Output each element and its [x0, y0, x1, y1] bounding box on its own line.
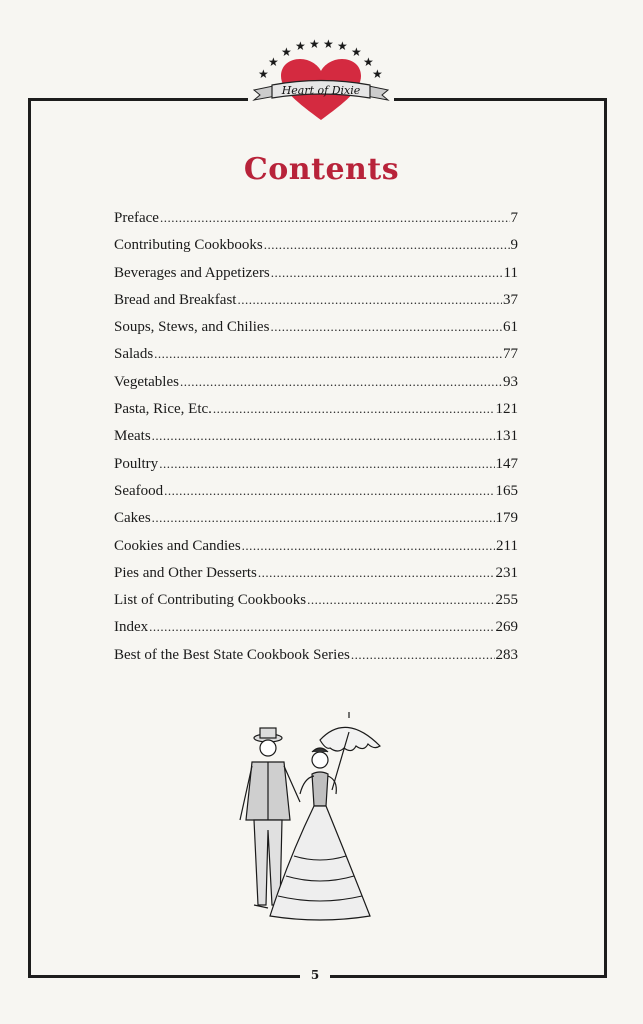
toc-entry — [114, 613, 518, 640]
toc-entry-page: 283 — [495, 646, 518, 663]
toc-entry — [114, 204, 518, 231]
toc-entry-label: Best of the Best State Cookbook Series — [114, 646, 350, 663]
couple-with-parasol-illustration — [228, 710, 388, 924]
table-of-contents — [114, 204, 518, 668]
toc-entry-page: 93 — [503, 373, 518, 390]
toc-entry — [114, 286, 518, 313]
toc-entry-page: 179 — [495, 510, 518, 527]
toc-entry — [114, 395, 518, 422]
toc-entry — [114, 504, 518, 531]
toc-entry-page: 77 — [503, 346, 518, 363]
heart-of-dixie-logo — [248, 38, 394, 124]
toc-entry-label: Cookies and Candies — [114, 537, 241, 554]
toc-entry-label: Salads — [114, 346, 154, 363]
toc-entry-label: Preface — [114, 210, 159, 226]
toc-entry-page: 269 — [495, 619, 518, 636]
svg-text:★: ★ — [281, 45, 292, 59]
toc-entry-label: Seafood — [114, 482, 164, 499]
toc-entry — [114, 340, 518, 367]
toc-entry — [114, 450, 518, 477]
toc-entry — [114, 641, 518, 668]
toc-dot-leader — [264, 231, 510, 258]
toc-dot-leader — [152, 422, 495, 449]
svg-text:★: ★ — [351, 45, 362, 59]
toc-entry-label: Vegetables — [114, 373, 179, 390]
toc-entry — [114, 259, 518, 286]
toc-entry-label: Cakes — [114, 510, 151, 527]
toc-entry-label: Bread and Breakfast — [114, 291, 237, 308]
toc-entry-page: 61 — [503, 319, 518, 336]
logo-text: Heart of Dixie — [281, 84, 361, 97]
toc-entry — [114, 313, 518, 340]
toc-entry-page: 37 — [503, 291, 518, 308]
svg-text:★: ★ — [372, 67, 383, 81]
toc-entry — [114, 586, 518, 613]
toc-dot-leader — [149, 613, 494, 640]
svg-text:★: ★ — [337, 39, 348, 53]
toc-entry-page: 11 — [503, 264, 518, 281]
toc-entry-label: Contributing Cookbooks — [114, 237, 263, 254]
svg-text:★: ★ — [295, 39, 306, 53]
svg-text:★: ★ — [258, 67, 269, 81]
toc-entry-page: 9 — [510, 237, 518, 254]
toc-dot-leader — [160, 204, 510, 231]
toc-entry-label: Beverages and Appetizers — [114, 264, 270, 281]
svg-text:★: ★ — [268, 55, 279, 69]
toc-dot-leader — [213, 395, 495, 422]
toc-dot-leader — [258, 559, 495, 586]
toc-dot-leader — [237, 286, 502, 313]
toc-dot-leader — [270, 313, 502, 340]
toc-entry-page: 231 — [495, 564, 518, 581]
toc-entry-label: Pies and Other Desserts — [114, 564, 257, 581]
page-title: Contents — [243, 152, 400, 187]
toc-entry — [114, 368, 518, 395]
toc-dot-leader — [152, 504, 495, 531]
toc-entry — [114, 477, 518, 504]
toc-entry-page: 7 — [510, 210, 518, 226]
toc-entry-label: Soups, Stews, and Chilies — [114, 319, 270, 336]
toc-entry-page: 255 — [495, 592, 518, 609]
toc-entry — [114, 231, 518, 258]
svg-text:★: ★ — [309, 38, 320, 51]
toc-entry — [114, 422, 518, 449]
toc-entry-page: 211 — [496, 537, 518, 554]
svg-text:★: ★ — [323, 38, 334, 51]
toc-entry-label: Pasta, Rice, Etc. — [114, 401, 212, 418]
toc-entry-label: Meats — [114, 428, 151, 445]
toc-entry-label: List of Contributing Cookbooks — [114, 592, 307, 609]
toc-dot-leader — [164, 477, 494, 504]
toc-entry-label: Poultry — [114, 455, 159, 472]
toc-entry-page: 147 — [495, 455, 518, 472]
toc-dot-leader — [271, 259, 503, 286]
svg-text:★: ★ — [363, 55, 374, 69]
toc-dot-leader — [351, 641, 495, 668]
toc-entry-page: 121 — [495, 401, 518, 418]
toc-entry-page: 131 — [495, 428, 518, 445]
toc-dot-leader — [242, 532, 495, 559]
toc-entry — [114, 559, 518, 586]
toc-dot-leader — [307, 586, 494, 613]
page-number: 5 — [300, 965, 330, 985]
toc-entry-page: 165 — [495, 482, 518, 499]
toc-dot-leader — [159, 450, 494, 477]
toc-entry — [114, 532, 518, 559]
toc-dot-leader — [154, 340, 502, 367]
toc-entry-label: Index — [114, 619, 149, 636]
toc-dot-leader — [180, 368, 502, 395]
